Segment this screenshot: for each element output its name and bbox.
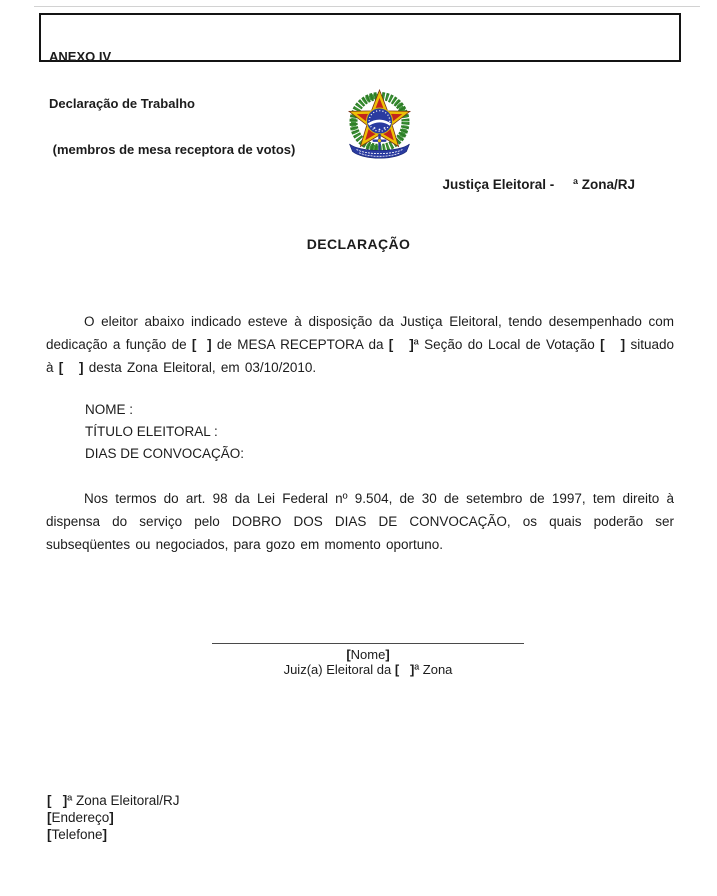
annex-header-box (39, 13, 681, 157)
field-name-label: NOME : (85, 402, 134, 417)
signature-role-line: Juiz(a) Eleitoral da [ ]ª Zona (283, 662, 453, 677)
field-voter-id-label: TÍTULO ELEITORAL : (85, 424, 218, 439)
brazil-coat-of-arms-icon (343, 88, 416, 165)
signature-block (212, 634, 524, 677)
declaration-paragraph: O eleitor abaixo indicado esteve à disposição da Justiça Eleitoral, tendo desempenhado com dedicação a função de [ ] de MESA RECEPTORA da [ ]ª Seção do Local de Votação [ ] situado à [ ] desta Zona Eleitoral, em 03/10/2010. (46, 314, 674, 375)
voter-fields-block (85, 399, 244, 465)
footer-zone-line: [ ]ª Zona Eleitoral/RJ (47, 793, 180, 808)
field-call-up-days-label: DIAS DE CONVOCAÇÃO: (85, 446, 245, 461)
signature-line (212, 634, 524, 644)
footer-address-placeholder: [Endereço] (47, 810, 114, 825)
electoral-justice-zone-line: Justiça Eleitoral - ª Zona/RJ (442, 177, 635, 192)
annex-note: (membros de mesa receptora de votos) (49, 142, 296, 157)
footer-block (47, 792, 180, 843)
footer-phone-placeholder: [Telefone] (47, 827, 108, 842)
document-title: DECLARAÇÃO (306, 236, 411, 252)
annex-title: ANEXO IV (49, 49, 112, 64)
signature-name-placeholder: [Nome] (346, 647, 390, 662)
legal-terms-paragraph: Nos termos do art. 98 da Lei Federal nº 9.504, de 30 de setembro de 1997, tem direito à dispensa do serviço pelo DOBRO DOS DIAS DE CONVOCAÇÃO, os quais poderão ser subseqüentes ou negociados, para gozo em momento oportuno. (46, 491, 674, 552)
annex-subtitle: Declaração de Trabalho (49, 95, 195, 111)
scan-artifact-line (34, 6, 700, 7)
